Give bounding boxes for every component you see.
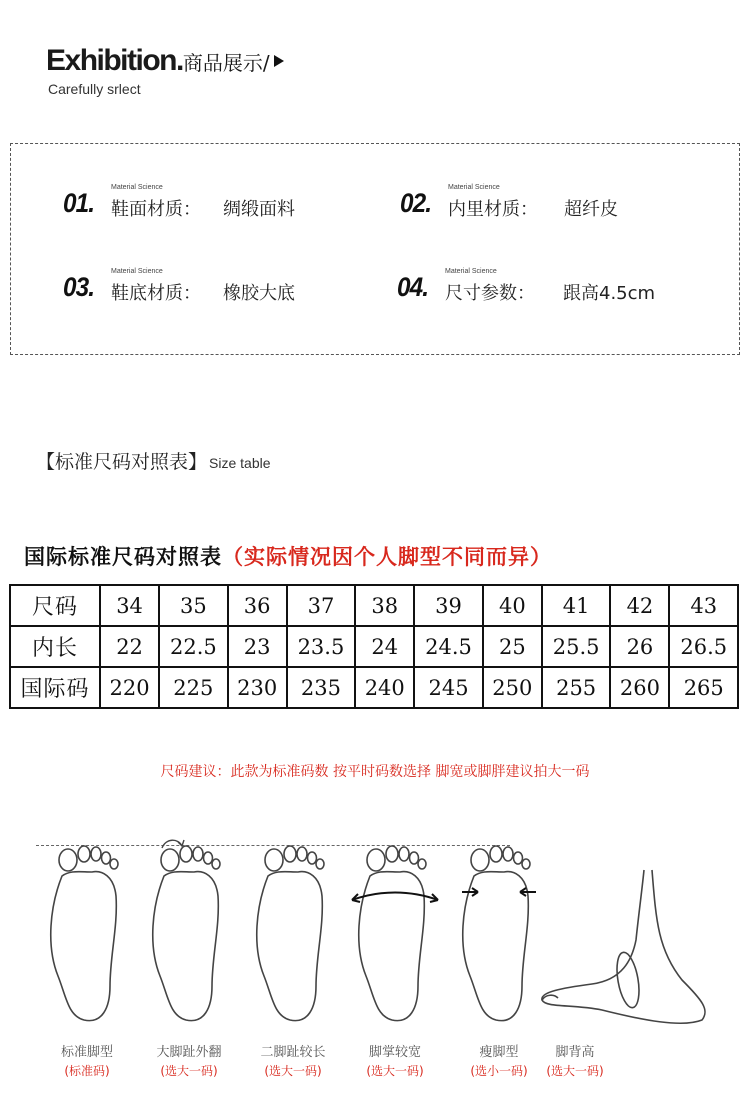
material-number: 03. xyxy=(63,272,95,302)
table-cell: 23 xyxy=(228,626,287,667)
materials-box xyxy=(10,143,740,355)
material-item-4 xyxy=(397,268,717,308)
material-label: 鞋面材质： xyxy=(111,199,201,220)
foot-type-hint: (选大一码) xyxy=(546,1064,604,1078)
material-tag: Material Science xyxy=(111,268,163,275)
material-tag: Material Science xyxy=(111,184,163,191)
table-row xyxy=(10,585,738,626)
table-cell: 40 xyxy=(483,585,542,626)
material-value: 橡胶大底 xyxy=(223,283,295,304)
table-cell: 42 xyxy=(610,585,669,626)
row-header: 内长 xyxy=(10,626,100,667)
table-row xyxy=(10,626,738,667)
table-cell: 35 xyxy=(159,585,227,626)
table-cell: 25.5 xyxy=(542,626,610,667)
material-tag: Material Science xyxy=(448,184,500,191)
table-cell: 26.5 xyxy=(669,626,738,667)
foot-type-hint: (选大一码) xyxy=(366,1064,424,1078)
table-cell: 23.5 xyxy=(287,626,355,667)
table-cell: 255 xyxy=(542,667,610,708)
table-cell: 36 xyxy=(228,585,287,626)
table-cell: 220 xyxy=(100,667,159,708)
table-cell: 26 xyxy=(610,626,669,667)
table-title-main: 国际标准尺码对照表 xyxy=(24,545,222,569)
table-cell: 260 xyxy=(610,667,669,708)
table-cell: 38 xyxy=(355,585,414,626)
table-cell: 235 xyxy=(287,667,355,708)
table-cell: 230 xyxy=(228,667,287,708)
size-table-heading xyxy=(36,447,271,474)
long-second-toe-foot-icon xyxy=(238,836,348,1026)
size-advice: 尺码建议：此款为标准码数 按平时码数选择 脚宽或脚胖建议拍大一码 xyxy=(160,764,590,780)
foot-type-label: 脚背高 xyxy=(555,1045,595,1060)
table-cell: 250 xyxy=(483,667,542,708)
material-label: 尺寸参数： xyxy=(445,283,535,304)
foot-type-hint: (选小一码) xyxy=(470,1064,528,1078)
page-subtitle: Carefully srlect xyxy=(48,81,141,97)
foot-type-hint: (选大一码) xyxy=(264,1064,322,1078)
table-cell: 41 xyxy=(542,585,610,626)
material-value: 超纤皮 xyxy=(564,199,618,220)
table-cell: 24.5 xyxy=(414,626,482,667)
table-cell: 22.5 xyxy=(159,626,227,667)
table-cell: 225 xyxy=(159,667,227,708)
foot-type-label: 大脚趾外翻 xyxy=(156,1045,222,1060)
title-en: Exhibition. xyxy=(46,44,183,77)
big-toe-out-foot-icon xyxy=(134,836,244,1026)
material-number: 02. xyxy=(400,188,432,218)
table-cell: 37 xyxy=(287,585,355,626)
foot-type-hint: (标准码) xyxy=(64,1064,110,1078)
material-item-2 xyxy=(400,184,700,224)
size-table xyxy=(9,584,739,709)
foot-type-label: 标准脚型 xyxy=(60,1045,113,1060)
table-cell: 22 xyxy=(100,626,159,667)
table-title xyxy=(24,541,552,571)
table-title-note: （实际情况因个人脚型不同而异） xyxy=(222,545,552,569)
foot-type-label: 二脚趾较长 xyxy=(260,1045,326,1060)
high-instep-foot-icon xyxy=(532,860,722,1050)
size-heading-en: Size table xyxy=(209,455,271,471)
play-arrow-icon xyxy=(274,55,284,67)
standard-foot-icon xyxy=(32,836,142,1026)
row-header: 国际码 xyxy=(10,667,100,708)
table-row xyxy=(10,667,738,708)
row-header: 尺码 xyxy=(10,585,100,626)
table-cell: 265 xyxy=(669,667,738,708)
page-title xyxy=(46,44,284,78)
table-cell: 34 xyxy=(100,585,159,626)
material-item-1 xyxy=(63,184,363,224)
table-cell: 25 xyxy=(483,626,542,667)
table-cell: 24 xyxy=(355,626,414,667)
title-cn: 商品展示/ xyxy=(182,51,270,75)
size-heading-cn: 【标准尺码对照表】 xyxy=(36,451,208,473)
table-cell: 240 xyxy=(355,667,414,708)
material-tag: Material Science xyxy=(445,268,497,275)
material-value: 跟高4.5cm xyxy=(563,283,656,304)
material-number: 04. xyxy=(397,272,429,302)
wide-foot-icon xyxy=(340,836,450,1026)
material-item-3 xyxy=(63,268,363,308)
material-value: 绸缎面料 xyxy=(223,199,295,220)
material-number: 01. xyxy=(63,188,95,218)
table-cell: 43 xyxy=(669,585,738,626)
material-label: 鞋底材质： xyxy=(111,283,201,304)
table-cell: 39 xyxy=(414,585,482,626)
foot-type-label: 瘦脚型 xyxy=(479,1045,519,1060)
foot-type-label: 脚掌较宽 xyxy=(368,1045,421,1060)
table-cell: 245 xyxy=(414,667,482,708)
foot-type-hint: (选大一码) xyxy=(160,1064,218,1078)
material-label: 内里材质： xyxy=(448,199,538,220)
